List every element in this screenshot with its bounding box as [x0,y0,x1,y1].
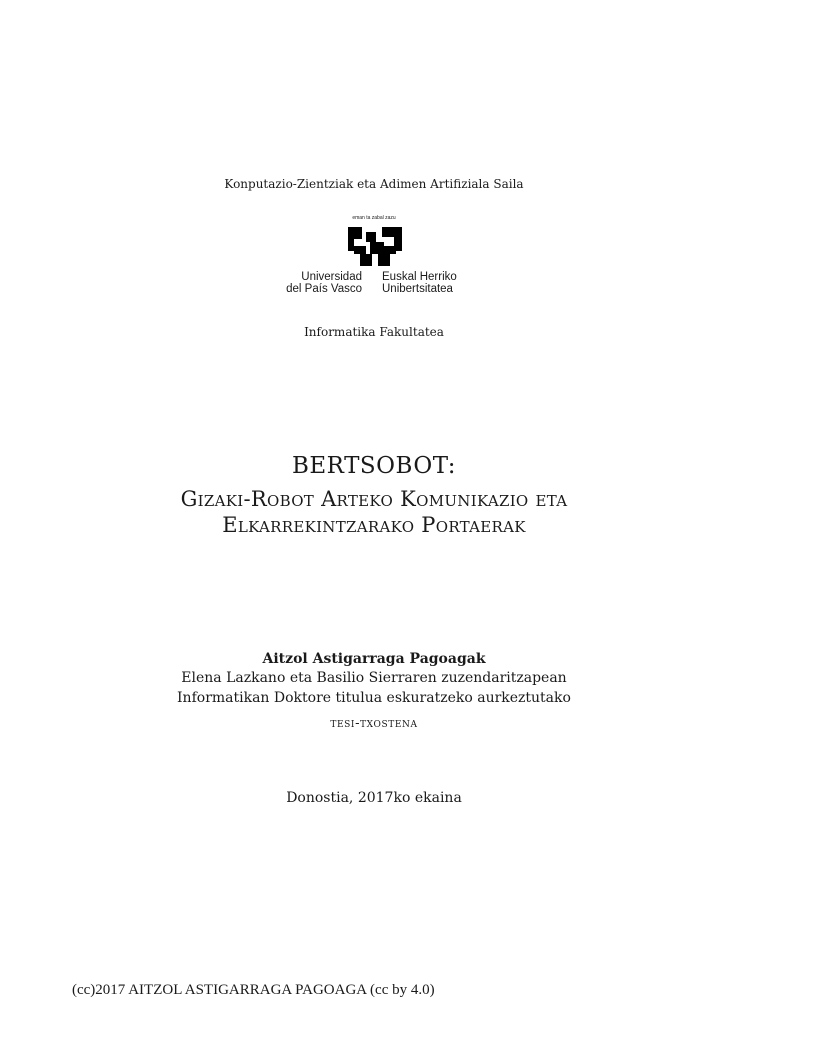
thesis-title: BERTSOBOT: [291,453,456,479]
document-type: tesi-txostena [330,716,418,731]
university-logo [280,215,470,297]
license-footer: (cc)2017 AITZOL ASTIGARRAGA PAGOAGA (cc by 4.0) [72,982,435,998]
department-name: Konputazio-Zientziak eta Adimen Artifiziala Saila [224,177,524,191]
purpose-line: Informatikan Doktore titulua eskuratzeko aurkeztutako [177,690,571,706]
thesis-subtitle [0,486,748,538]
logo-motto: eman ta zabal zazu [352,215,396,221]
author-name: Aitzol Astigarraga Pagoagak [262,651,486,667]
university-name-basque: Euskal Herriko Unibertsitatea [382,271,457,295]
supervisors-line: Elena Lazkano eta Basilio Sierraren zuzendaritzapean [181,670,567,686]
subtitle-line-2: Elkarrekintzarako Portaerak [222,513,526,537]
place-and-date: Donostia, 2017ko ekaina [286,790,462,806]
faculty-name: Informatika Fakultatea [304,325,444,339]
university-name-spanish: Universidad del País Vasco [286,271,362,295]
subtitle-line-1: Gizaki-Robot Arteko Komunikazio eta [180,487,568,511]
university-emblem-icon [346,224,404,268]
